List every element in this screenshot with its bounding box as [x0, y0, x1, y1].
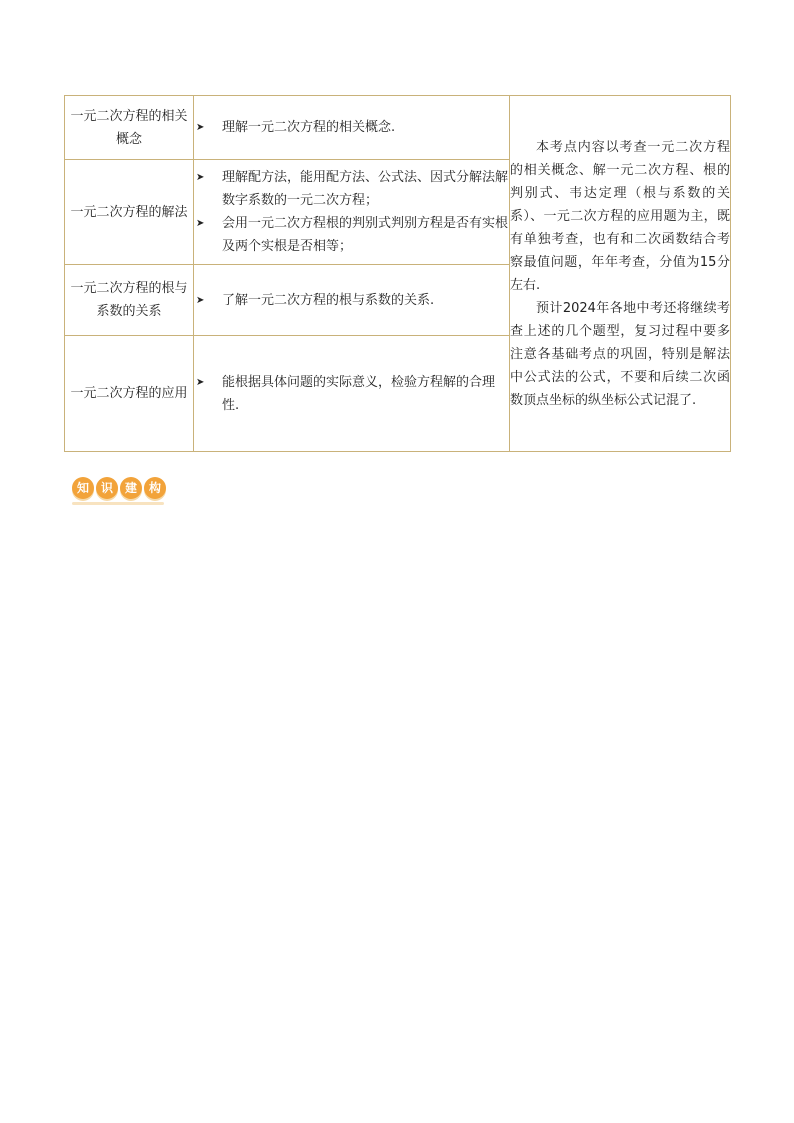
badge-char: 建	[120, 477, 142, 499]
requirement-cell	[194, 336, 510, 452]
arrow-bullet-icon: ➤	[196, 122, 205, 133]
arrow-bullet-icon: ➤	[196, 294, 205, 306]
badge-char: 构	[144, 477, 166, 499]
topic-cell: 一元二次方程的解法	[65, 160, 194, 265]
knowledge-structure-badge	[72, 477, 166, 499]
requirement-cell	[194, 160, 510, 265]
analysis-paragraph: 本考点内容以考查一元二次方程的相关概念、解一元二次方程、根的判别式、韦达定理（根与系数的关系）、一元二次方程的应用题为主，既有单独考查，也有和二次函数结合考察最值问题，年年考查，分值为15分左右.	[510, 139, 730, 293]
forecast-paragraph: 预计2024年各地中考还将继续考查上述的几个题型，复习过程中要多注意各基础考点的巩固，特别是解法中公式法的公式，不要和后续二次函数顶点坐标的纵坐标公式记混了.	[510, 300, 730, 408]
list-item: ➤ 能根据具体问题的实际意义，检验方程解的合理性.	[194, 371, 509, 417]
exam-points-table	[64, 95, 731, 452]
badge-char: 知	[72, 477, 94, 499]
badge-underline	[72, 502, 164, 505]
table-row	[65, 96, 731, 160]
requirement-cell	[194, 96, 510, 160]
arrow-bullet-icon: ➤	[196, 172, 205, 183]
list-item: ➤ 理解一元二次方程的相关概念.	[194, 116, 509, 139]
list-item: ➤ 了解一元二次方程的根与系数的关系.	[194, 289, 509, 312]
arrow-bullet-icon: ➤	[196, 376, 205, 388]
topic-cell: 一元二次方程的根与系数的关系	[65, 265, 194, 336]
list-item: ➤ 理解配方法，能用配方法、公式法、因式分解法解数字系数的一元二次方程；	[194, 166, 509, 212]
topic-cell: 一元二次方程的相关概念	[65, 96, 194, 160]
topic-cell: 一元二次方程的应用	[65, 336, 194, 452]
arrow-bullet-icon: ➤	[196, 218, 205, 229]
list-item: ➤ 会用一元二次方程根的判别式判别方程是否有实根及两个实根是否相等；	[194, 212, 509, 258]
analysis-cell	[510, 96, 731, 452]
badge-char: 识	[96, 477, 118, 499]
requirement-cell	[194, 265, 510, 336]
